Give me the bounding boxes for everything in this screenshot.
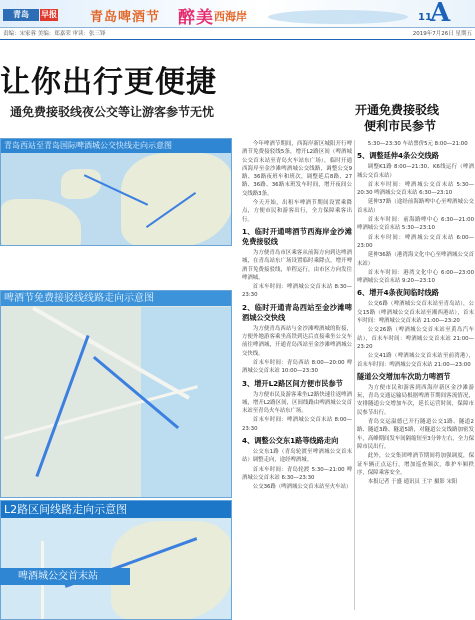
article-paragraph: 为方便青岛西站与金沙滩啤酒城的衔接，方便外地游客乘坐高铁到达后直接乘坐公交车前往啤酒城，开通青岛西站至金沙滩啤酒城公交快线。 xyxy=(242,325,352,357)
article-subheading: 1、临时开通啤酒节西海岸金沙滩免费接驳线 xyxy=(242,226,352,246)
side-article-title-line2: 便利市民参节 xyxy=(364,119,437,133)
article-subheading: 6、增开4条夜间临时线路 xyxy=(357,288,439,298)
article-subheading: 3、增开L2路区间方便市民参节 xyxy=(242,378,343,388)
article-paragraph: 青岛交运温德已开行隧道公交1路、隧道2路、隧道3路、隧道5路，对隧道公交线路加密发车，高峰期间发车间隔缩短至3分钟左右，全力保障市民出行。 xyxy=(357,419,474,450)
article-paragraph: 今年啤酒节期间，西海岸新区城阳开行啤酒节免费接驳线5条，增开L2路区间（啤酒城公交首末站至青岛火车站东广场），临时开通西海岸至金沙滩啤酒城公交线路，调整公交9路、36路夜班车和班次，调整延后8路、27路、36路、36路末班发车时间，增开夜间公交线路3条。 xyxy=(242,141,352,197)
issue-date: 2019年7月26日 星期五 xyxy=(412,31,472,37)
route-map-1 xyxy=(0,138,232,246)
article-paragraph: 首末车时间：啤酒城公交首末站 8:00—23:30 xyxy=(242,417,352,432)
article-paragraph: 公交26路（啤酒城公交首末站至黄岛汽车站），首末车时间：啤酒城公交首末站 21:00—23:20 xyxy=(357,327,474,350)
editor-credits: 责编：宋家蓉 美编：郑嘉荣 审读：张三锋 xyxy=(3,31,106,37)
festival-slogan: 醉美 xyxy=(178,8,214,28)
column-divider xyxy=(354,140,355,610)
article-column-right xyxy=(357,140,474,612)
map-route-line xyxy=(35,335,89,477)
article-paragraph: 首末车时间：港湾文化中心 6:00—23:00 啤酒城公交首末站 9:20—23:10 xyxy=(357,269,474,285)
wave-decoration xyxy=(268,10,408,24)
article-paragraph: 调整K1路 8:00—21:30、K6线运行（啤酒城公交首末站） xyxy=(357,164,474,179)
article-paragraph: 本报记者 于盛 通讯员 王宇 摄影 宋阳 xyxy=(367,479,458,486)
page-number: 11 xyxy=(418,12,432,23)
side-article-title-line1: 开通免费接驳线 xyxy=(355,103,440,117)
map-land xyxy=(1,199,81,246)
article-paragraph: 为方便青岛市区乘客从前海方向到达啤酒城，在青岛站东广场设置临时乘降点，增开啤酒节免费接驳线，单程运行，由市区方向发往啤酒城。 xyxy=(242,249,352,281)
masthead-banner xyxy=(0,0,475,28)
article-paragraph: 公交41路（啤酒城公交首末站至前湾港），首末车时间：啤酒城公交首末站 21:00—23:00 xyxy=(357,353,474,368)
article-paragraph: 今天开始，出租车啤酒节期间设置乘降点，方便市民和游客出行，全力保障乘客出行。 xyxy=(242,200,352,223)
article-paragraph: 公交36路（啤酒城公交首末站至火车站） xyxy=(252,484,352,491)
article-subheading: 隧道公交增加车次助力啤酒节 xyxy=(357,371,451,381)
article-subheading: 2、临时开通青岛西站至金沙滩啤酒城公交快线 xyxy=(242,302,352,322)
article-paragraph: 为方便市民及游客乘坐L2路快速往返啤酒城，增开L2路区间，区间线路由啤酒城公交首末站至青岛火车站东广场。 xyxy=(242,391,352,415)
festival-slogan-suffix: 西海岸 xyxy=(214,10,247,23)
map-island xyxy=(61,169,101,199)
article-paragraph: 首末车时间：啤酒城公交首末站 6:00—23:00 xyxy=(357,234,474,249)
article-paragraph: 此外，公交集团啤酒节期间将加强调度，保证车辆正点运行，增加巡查频次，维护车厢秩序，保障乘客安全。 xyxy=(357,453,474,476)
article-paragraph: 5:30—23:30 车站票价5元 8:00—21:00 xyxy=(367,141,468,147)
map-sea xyxy=(141,307,232,498)
page-headline: 让你出行更便捷 xyxy=(0,65,217,100)
article-subheading: 4、调整公交东1路等线路走向 xyxy=(242,436,339,446)
route-map-3-caption: L2路区间线路走向示意图 xyxy=(1,501,232,518)
editor-meta-line xyxy=(0,29,475,40)
section-letter: A xyxy=(430,0,451,28)
article-paragraph: 公交6路（啤酒城公交首末站至青岛站），公交15路（啤酒城公交首末站至湘西港站），首末车时间：啤酒城公交首末站 21:00—23:20 xyxy=(357,301,474,325)
route-map-2 xyxy=(0,290,232,498)
article-paragraph: 延伸36路（港湾海文化中心至啤酒城公交首末站） xyxy=(357,252,474,267)
article-paragraph: 首末车时间：啤酒城公交首末站 5:30—20:30 啤酒城公交首末站 6:30—23:10 xyxy=(357,181,474,197)
article-paragraph: 公交东1路（青岛轮渡至啤酒城公交首末站）调整走向，途经啤酒城。 xyxy=(242,449,352,464)
article-subheading: 5、调整延伸4条公交线路 xyxy=(357,151,439,161)
route-map-3 xyxy=(0,500,232,620)
newspaper-logo-suffix: 早报 xyxy=(41,10,57,19)
route-map-2-caption: 啤酒节免费接驳线线路走向示意图 xyxy=(1,291,232,306)
article-paragraph: 首末车时间：前海路啤中心 6:30—21:00 啤酒城公交首末站 5:30—23:10 xyxy=(357,217,474,232)
article-paragraph: 首末车时间：青岛轮渡 5:30—21:00 啤酒城公交首末站 6:30—23:30 xyxy=(242,466,352,481)
festival-title: 青岛啤酒节 xyxy=(90,10,161,25)
article-paragraph: 延伸37路（途经前海路啤中心至啤酒城公交首末站） xyxy=(357,199,474,214)
article-column-middle xyxy=(242,140,352,612)
article-paragraph: 首末车时间：啤酒城公交首末站 8:30—23:30 xyxy=(242,284,352,299)
route-map-1-caption: 青岛西站至青岛国际啤酒城公交快线走向示意图 xyxy=(1,139,232,153)
article-paragraph: 为方便市民和游客到西海岸新区金沙滩游玩，青岛交通运输局根据啤酒节期间客流情况，安排隧道公交增加车次，延长运营时间，保障市民参节出行。 xyxy=(357,384,474,416)
route-map-3-footer: 啤酒城公交首末站 xyxy=(0,568,130,585)
newspaper-logo: 青岛 xyxy=(3,9,39,21)
page-subheadline: 通免费接驳线夜公交等让游客参节无忧 xyxy=(10,105,215,119)
article-paragraph: 首末车时间：青岛西站 8:00—20:00 啤酒城公交首末站 10:00—23:30 xyxy=(242,359,352,375)
